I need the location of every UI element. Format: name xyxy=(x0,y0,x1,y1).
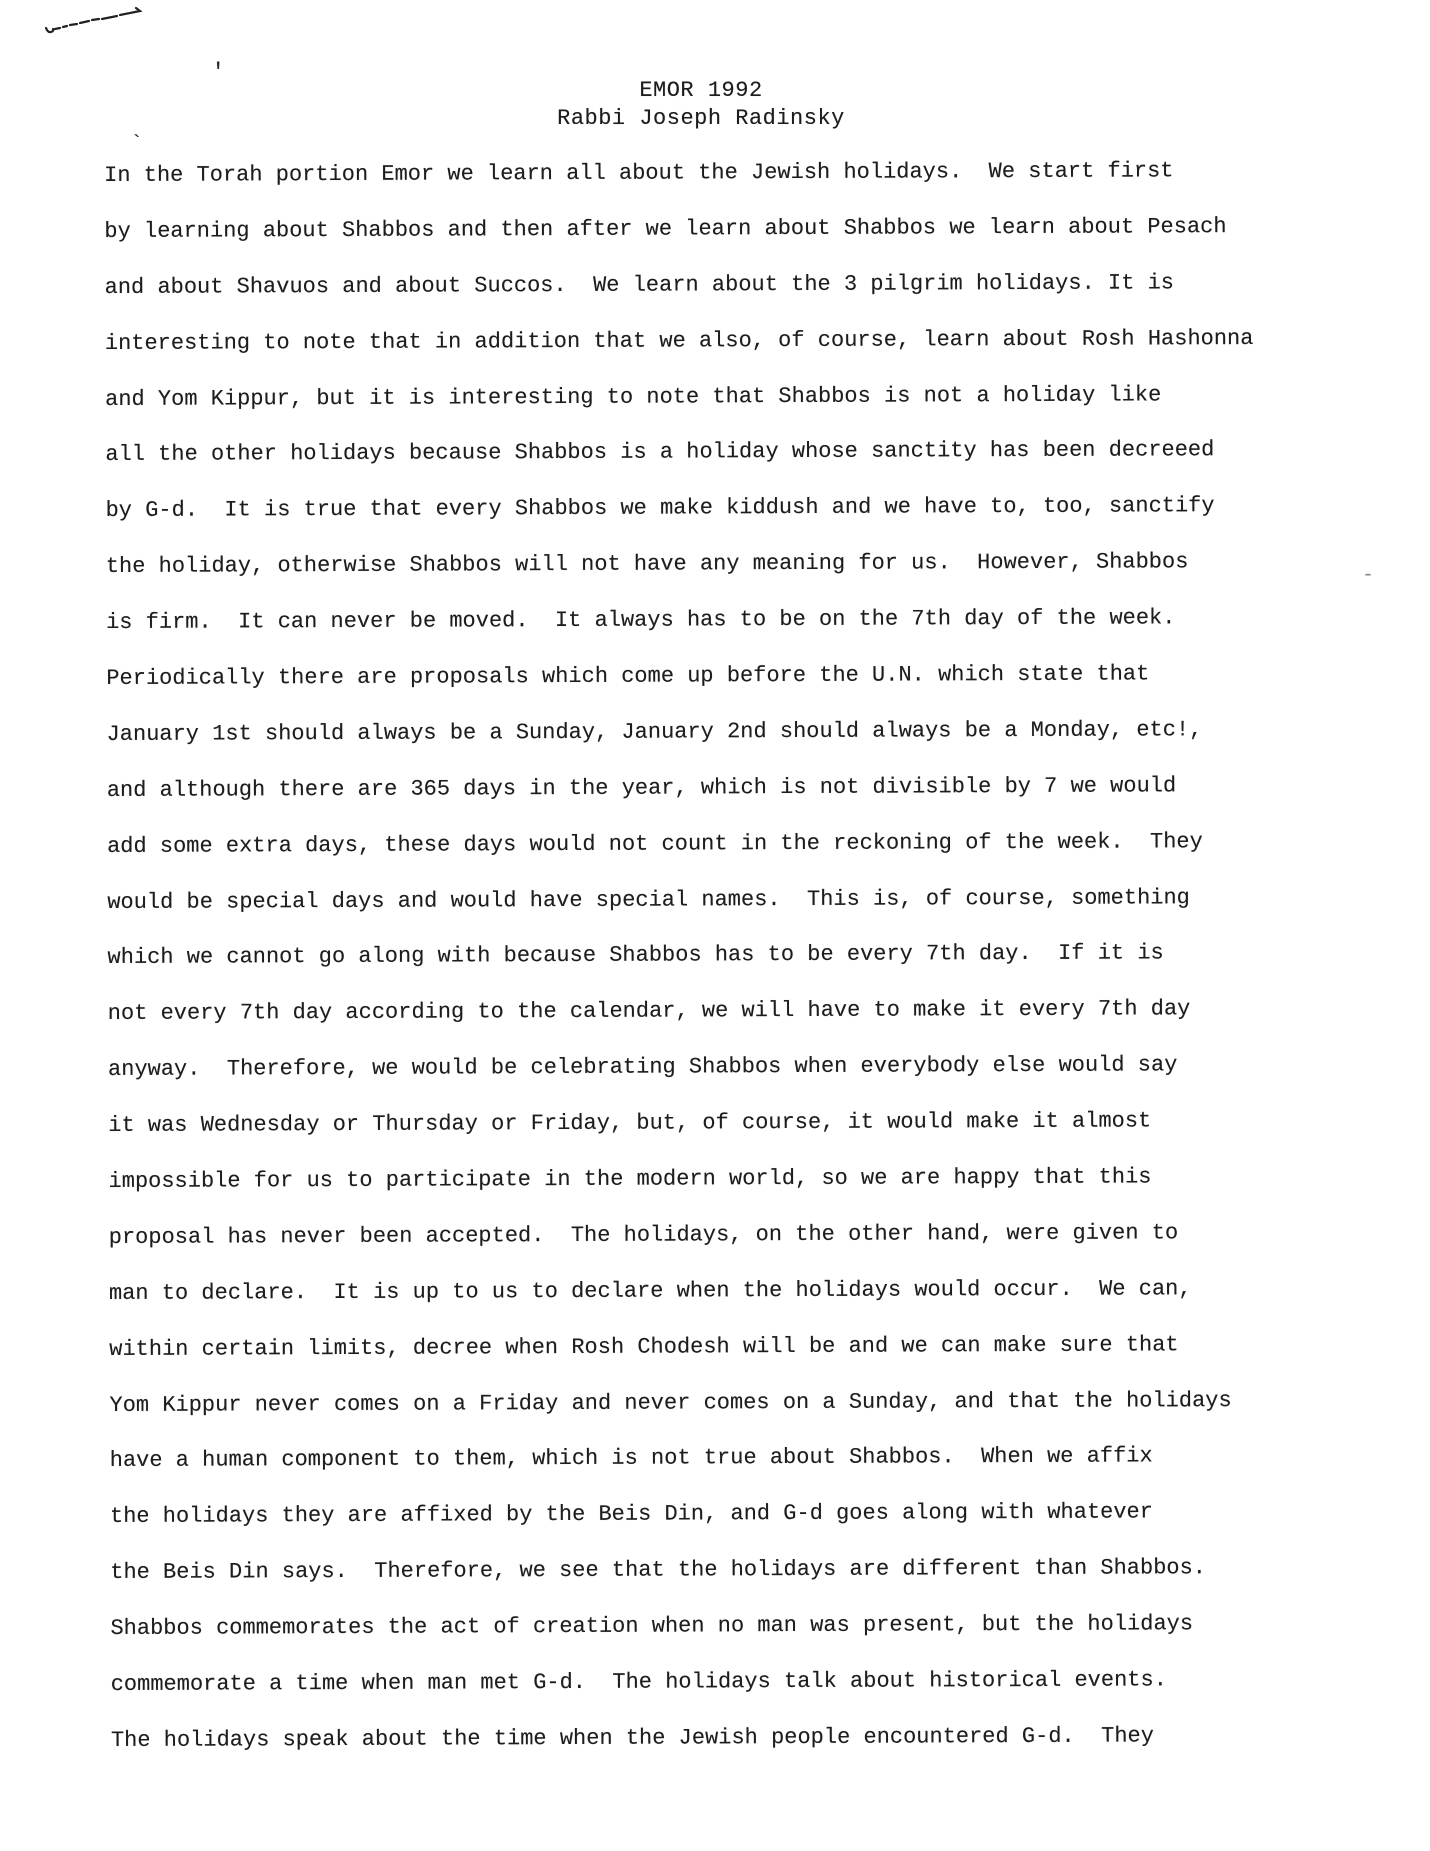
body-line: and Yom Kippur, but it is interesting to note that Shabbos is not a holiday like xyxy=(105,381,1162,412)
pen-scribble-icon xyxy=(42,6,152,38)
body-line: Periodically there are proposals which come up before the U.N. which state that xyxy=(106,661,1150,692)
body-line: The holidays speak about the time when the Jewish people encountered G-d. They xyxy=(110,1723,1154,1753)
body-line: man to declare. It is up to us to declare when the holidays would occur. We can, xyxy=(108,1276,1192,1306)
body-line: In the Torah portion Emor we learn all about the Jewish holidays. We start first xyxy=(104,158,1174,188)
body-line: commemorate a time when man met G-d. The holidays talk about historical events. xyxy=(110,1667,1167,1698)
document-body xyxy=(104,143,1260,1769)
body-line: which we cannot go along with because Shabbos has to be every 7th day. If it is xyxy=(107,940,1164,971)
body-line: the Beis Din says. Therefore, we see that the holidays are different than Shabbos. xyxy=(110,1555,1207,1586)
body-line: is firm. It can never be moved. It always has to be on the 7th day of the week. xyxy=(106,605,1176,636)
body-line: all the other holidays because Shabbos is a holiday whose sanctity has been decreeed xyxy=(105,437,1215,468)
body-line: would be special days and would have special names. This is, of course, something xyxy=(107,884,1190,915)
body-line: the holidays they are affixed by the Beis Din, and G-d goes along with whatever xyxy=(109,1499,1154,1530)
body-line: Yom Kippur never comes on a Friday and never comes on a Sunday, and that the holidays xyxy=(109,1387,1232,1418)
body-line: Shabbos commemorates the act of creation when no man was present, but the holidays xyxy=(110,1611,1194,1642)
document-header xyxy=(0,77,1416,133)
body-line: within certain limits, decree when Rosh Chodesh will be and we can make sure that xyxy=(109,1332,1179,1362)
body-line: interesting to note that in addition that we also, of course, learn about Rosh Hashonna xyxy=(104,325,1254,356)
body-line: by G-d. It is true that every Shabbos we make kiddush and we have to, too, sanctify xyxy=(105,493,1215,524)
stray-tick-mark: ` xyxy=(130,132,144,157)
body-line: and about Shavuos and about Succos. We learn about the 3 pilgrim holidays. It is xyxy=(104,270,1175,300)
body-line: add some extra days, these days would not count in the reckoning of the week. They xyxy=(106,828,1203,859)
stray-dash-mark: - xyxy=(1362,564,1375,587)
body-line: and although there are 365 days in the year, which is not divisible by 7 we would xyxy=(106,773,1177,803)
stray-apostrophe-mark: ' xyxy=(211,60,226,87)
body-line: it was Wednesday or Thursday or Friday, but, of course, it would make it almost xyxy=(108,1108,1152,1139)
document-author: Rabbi Joseph Radinsky xyxy=(557,106,845,131)
body-line: January 1st should always be a Sunday, January 2nd should always be a Monday, etc!, xyxy=(106,717,1203,747)
body-line: impossible for us to participate in the modern world, so we are happy that this xyxy=(108,1164,1152,1195)
body-line: the holiday, otherwise Shabbos will not have any meaning for us. However, Shabbos xyxy=(105,549,1189,580)
body-line: anyway. Therefore, we would be celebrating Shabbos when everybody else would say xyxy=(107,1052,1178,1083)
body-line: by learning about Shabbos and then after we learn about Shabbos we learn about Pesach xyxy=(104,213,1227,244)
document-title: EMOR 1992 xyxy=(639,78,763,103)
body-line: have a human component to them, which is not true about Shabbos. When we affix xyxy=(109,1443,1153,1474)
body-line: not every 7th day according to the calendar, we will have to make it every 7th day xyxy=(107,996,1191,1027)
body-line: proposal has never been accepted. The holidays, on the other hand, were given to xyxy=(108,1220,1179,1250)
